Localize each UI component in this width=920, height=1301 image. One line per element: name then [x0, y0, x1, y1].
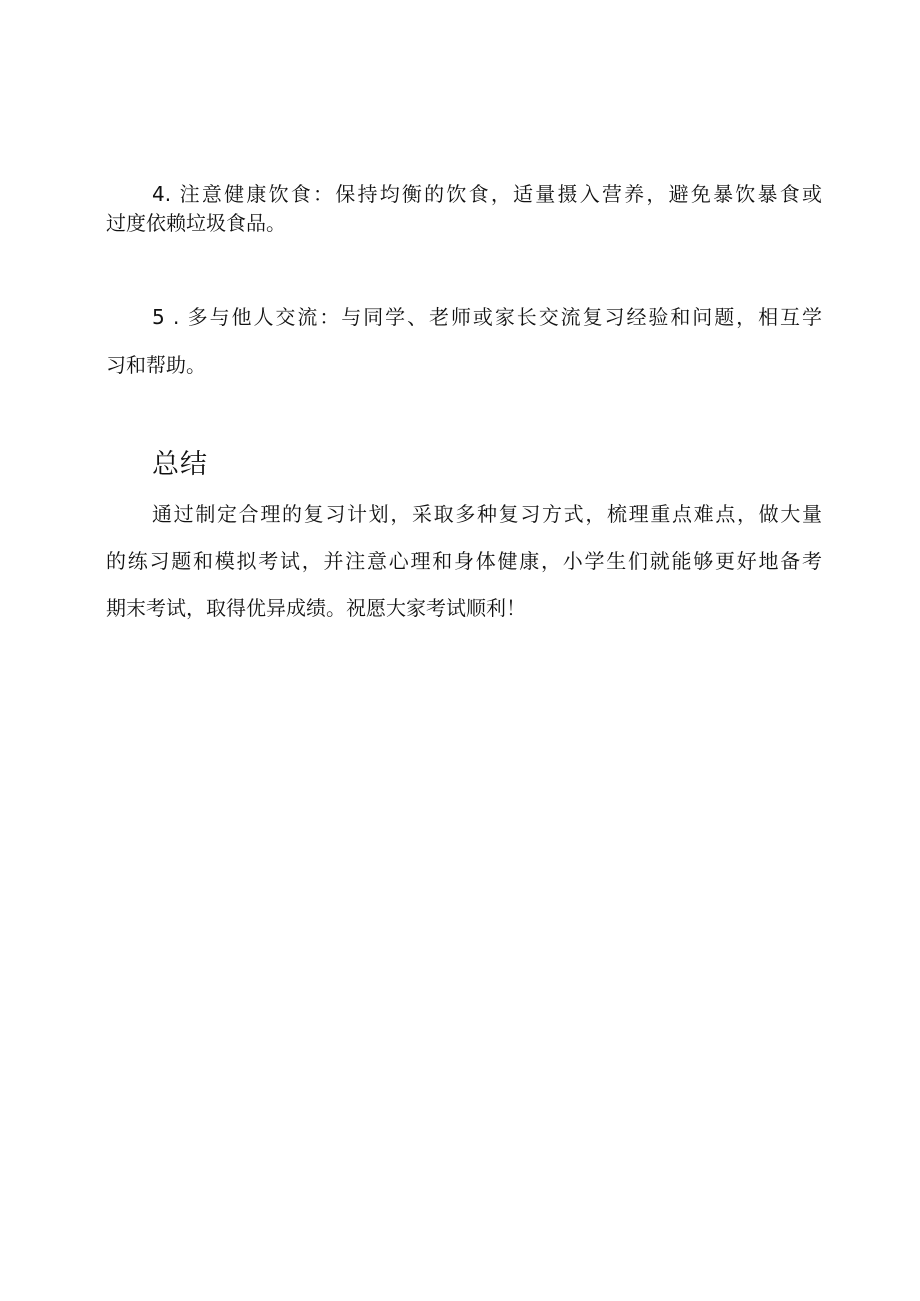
summary-heading: 总结	[152, 449, 208, 480]
summary-line-3: 期末考试，取得优异成绩。祝愿大家考试顺利！	[106, 596, 526, 620]
tip-item-4-line-1: 4. 注意健康饮食：保持均衡的饮食，适量摄入营养，避免暴饮暴食或	[152, 182, 822, 206]
tip-item-5-line-1: 5 . 多与他人交流：与同学、老师或家长交流复习经验和问题，相互学	[152, 305, 822, 329]
tip-item-4-line-2: 过度依赖垃圾食品。	[106, 211, 286, 235]
summary-line-2: 的练习题和模拟考试，并注意心理和身体健康，小学生们就能够更好地备考	[106, 549, 822, 573]
tip-item-5-line-2: 习和帮助。	[106, 353, 206, 377]
summary-line-1: 通过制定合理的复习计划，采取多种复习方式，梳理重点难点，做大量	[152, 502, 822, 526]
